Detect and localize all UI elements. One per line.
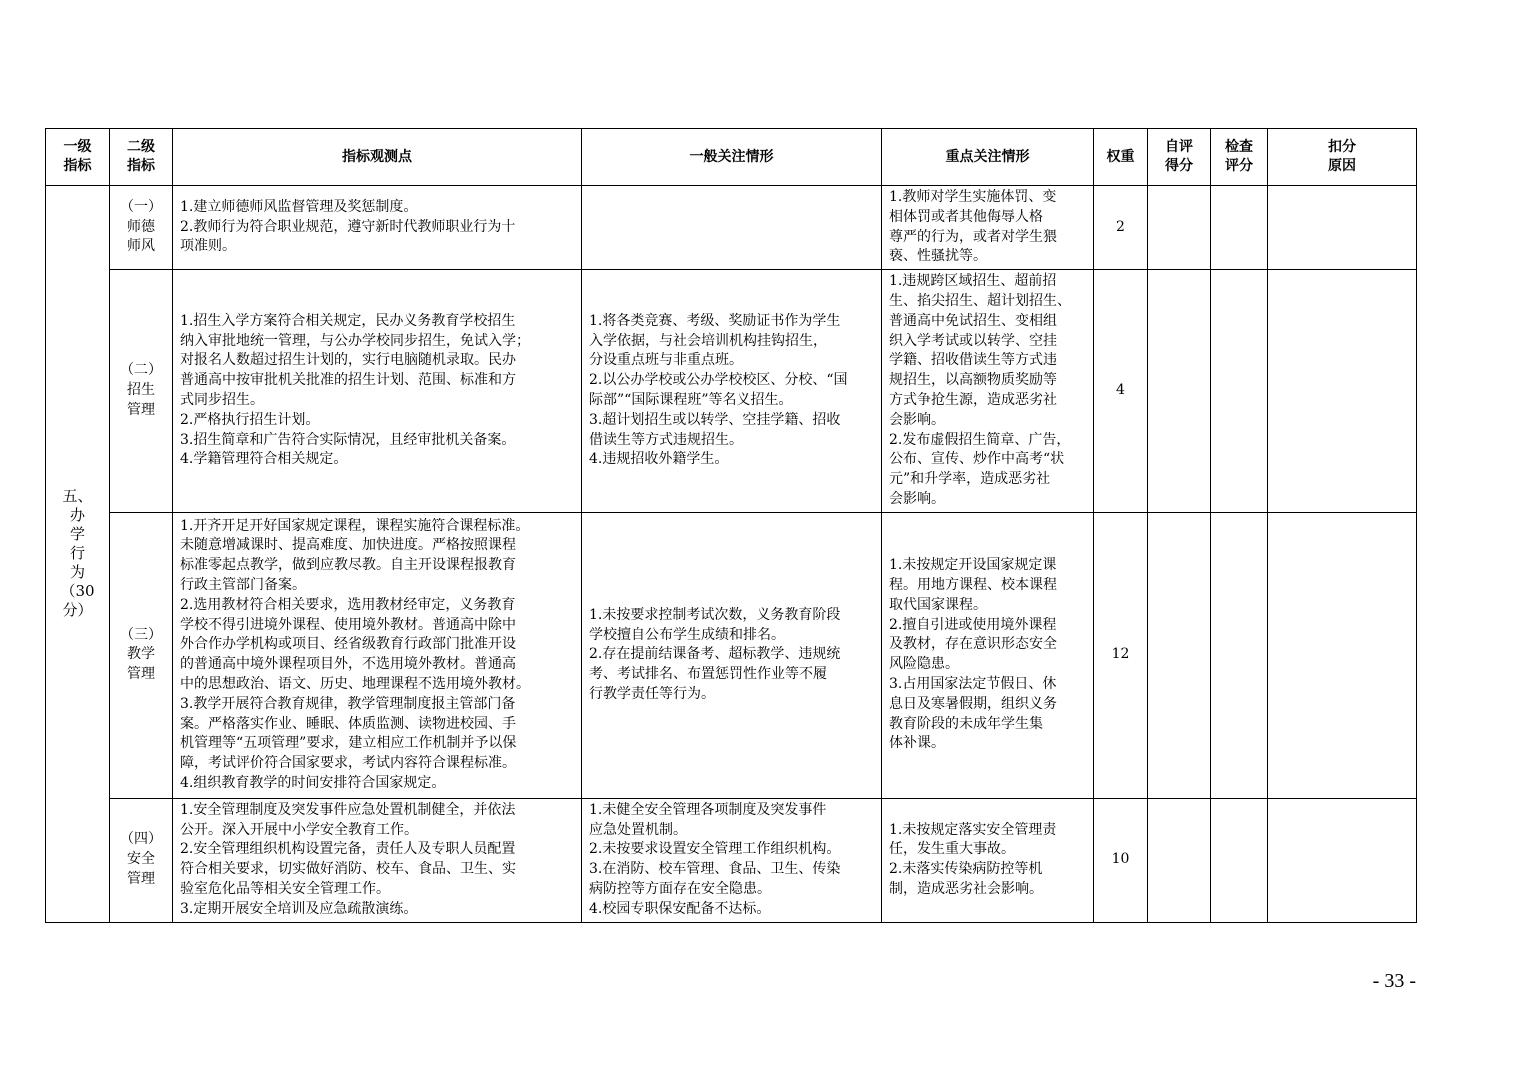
header-level1: 一级 指标 xyxy=(46,129,110,186)
header-weight: 权重 xyxy=(1094,129,1148,186)
key-cell: 1.违规跨区域招生、超前招 生、掐尖招生、超计划招生、 普通高中免试招生、变相组 织入学考试或以转学、空挂 学籍、招收借读生等方式违 规招生，以高额物质奖励等 方式争抢生源，造成恶劣社 会影响。 2.发布虚假招生简章、广告， 公布、宣传、炒作中高考“状 元”和升学率，造成恶劣社 会影响。 xyxy=(882,270,1094,513)
table-row xyxy=(46,186,1417,270)
table-row xyxy=(46,512,1417,798)
observation-cell: 1.建立师德师风监督管理及奖惩制度。 2.教师行为符合职业规范，遵守新时代教师职业行为十 项准则。 xyxy=(173,186,582,270)
weight-cell: 2 xyxy=(1094,186,1148,270)
header-deduct-reason: 扣分 原因 xyxy=(1268,129,1417,186)
header-key: 重点关注情形 xyxy=(882,129,1094,186)
level2-cell: （三） 教学 管理 xyxy=(110,512,173,798)
deduct-reason-cell[interactable] xyxy=(1268,512,1417,798)
general-cell: 1.未按要求控制考试次数，义务教育阶段 学校擅自公布学生成绩和排名。 2.存在提前结课备考、超标教学、违规统 考、考试排名、布置惩罚性作业等不履 行教学责任等行为。 xyxy=(582,512,882,798)
deduct-reason-cell[interactable] xyxy=(1268,270,1417,513)
observation-cell: 1.安全管理制度及突发事件应急处置机制健全，并依法 公开。深入开展中小学安全教育工作。 2.安全管理组织机构设置完备，责任人及专职人员配置 符合相关要求，切实做好消防、校车、食品、卫生、实 验室危化品等相关安全管理工作。 3.定期开展安全培训及应急疏散演练。 xyxy=(173,798,582,922)
weight-cell: 12 xyxy=(1094,512,1148,798)
deduct-reason-cell[interactable] xyxy=(1268,798,1417,922)
header-level2: 二级 指标 xyxy=(110,129,173,186)
key-cell: 1.未按规定开设国家规定课 程。用地方课程、校本课程 取代国家课程。 2.擅自引进或使用境外课程 及教材，存在意识形态安全 风险隐患。 3.占用国家法定节假日、休 息日及寒暑假期，组织义务 教育阶段的未成年学生集 体补课。 xyxy=(882,512,1094,798)
level2-cell: （二） 招生 管理 xyxy=(110,270,173,513)
weight-cell: 4 xyxy=(1094,270,1148,513)
observation-cell: 1.开齐开足开好国家规定课程，课程实施符合课程标准。 未随意增减课时、提高难度、加快进度。严格按照课程 标准零起点教学，做到应教尽教。自主开设课程报教育 行政主管部门备案。 2.选用教材符合相关要求，选用教材经审定，义务教育 学校不得引进境外课程、使用境外教材。普通高中除中 外合作办学机构或项目、经省级教育行政部门批准开设 的普通高中境外课程项目外，不选用境外教材。普通高 中的思想政治、语文、历史、地理课程不选用境外教材。 3.教学开展符合教育规律，教学管理制度报主管部门备 案。严格落实作业、睡眠、体质监测、读物进校园、手 机管理等“五项管理”要求，建立相应工作机制并予以保 障，考试评价符合国家要求，考试内容符合课程标准。 4.组织教育教学的时间安排符合国家规定。 xyxy=(173,512,582,798)
general-cell xyxy=(582,186,882,270)
weight-cell: 10 xyxy=(1094,798,1148,922)
header-check-score: 检查 评分 xyxy=(1211,129,1268,186)
general-cell: 1.未健全安全管理各项制度及突发事件 应急处置机制。 2.未按要求设置安全管理工作组织机构。 3.在消防、校车管理、食品、卫生、传染 病防控等方面存在安全隐患。 4.校园专职保安配备不达标。 xyxy=(582,798,882,922)
self-score-cell[interactable] xyxy=(1148,270,1211,513)
check-score-cell[interactable] xyxy=(1211,798,1268,922)
self-score-cell[interactable] xyxy=(1148,512,1211,798)
deduct-reason-cell[interactable] xyxy=(1268,186,1417,270)
self-score-cell[interactable] xyxy=(1148,798,1211,922)
check-score-cell[interactable] xyxy=(1211,270,1268,513)
observation-cell: 1.招生入学方案符合相关规定，民办义务教育学校招生 纳入审批地统一管理，与公办学校同步招生，免试入学； 对报名人数超过招生计划的，实行电脑随机录取。民办 普通高中按审批机关批准的招生计划、范围、标准和方 式同步招生。 2.严格执行招生计划。 3.招生简章和广告符合实际情况，且经审批机关备案。 4.学籍管理符合相关规定。 xyxy=(173,270,582,513)
level1-indicator-cell: 五、 办 学 行 为 （30 分） xyxy=(46,186,110,923)
header-row xyxy=(46,129,1417,186)
key-cell: 1.教师对学生实施体罚、变 相体罚或者其他侮辱人格 尊严的行为，或者对学生猥 亵、性骚扰等。 xyxy=(882,186,1094,270)
evaluation-table xyxy=(45,128,1417,923)
page-number: - 33 - xyxy=(1372,970,1416,992)
level2-cell: （四） 安全 管理 xyxy=(110,798,173,922)
table-row xyxy=(46,270,1417,513)
table-row xyxy=(46,798,1417,922)
header-self-score: 自评 得分 xyxy=(1148,129,1211,186)
level2-cell: （一） 师德 师风 xyxy=(110,186,173,270)
header-observation: 指标观测点 xyxy=(173,129,582,186)
header-general: 一般关注情形 xyxy=(582,129,882,186)
check-score-cell[interactable] xyxy=(1211,512,1268,798)
general-cell: 1.将各类竞赛、考级、奖励证书作为学生 入学依据，与社会培训机构挂钩招生， 分设重点班与非重点班。 2.以公办学校或公办学校校区、分校、“国 际部”“国际课程班”等名义招生。 3.超计划招生或以转学、空挂学籍、招收 借读生等方式违规招生。 4.违规招收外籍学生。 xyxy=(582,270,882,513)
check-score-cell[interactable] xyxy=(1211,186,1268,270)
key-cell: 1.未按规定落实安全管理责 任，发生重大事故。 2.未落实传染病防控等机 制，造成恶劣社会影响。 xyxy=(882,798,1094,922)
self-score-cell[interactable] xyxy=(1148,186,1211,270)
